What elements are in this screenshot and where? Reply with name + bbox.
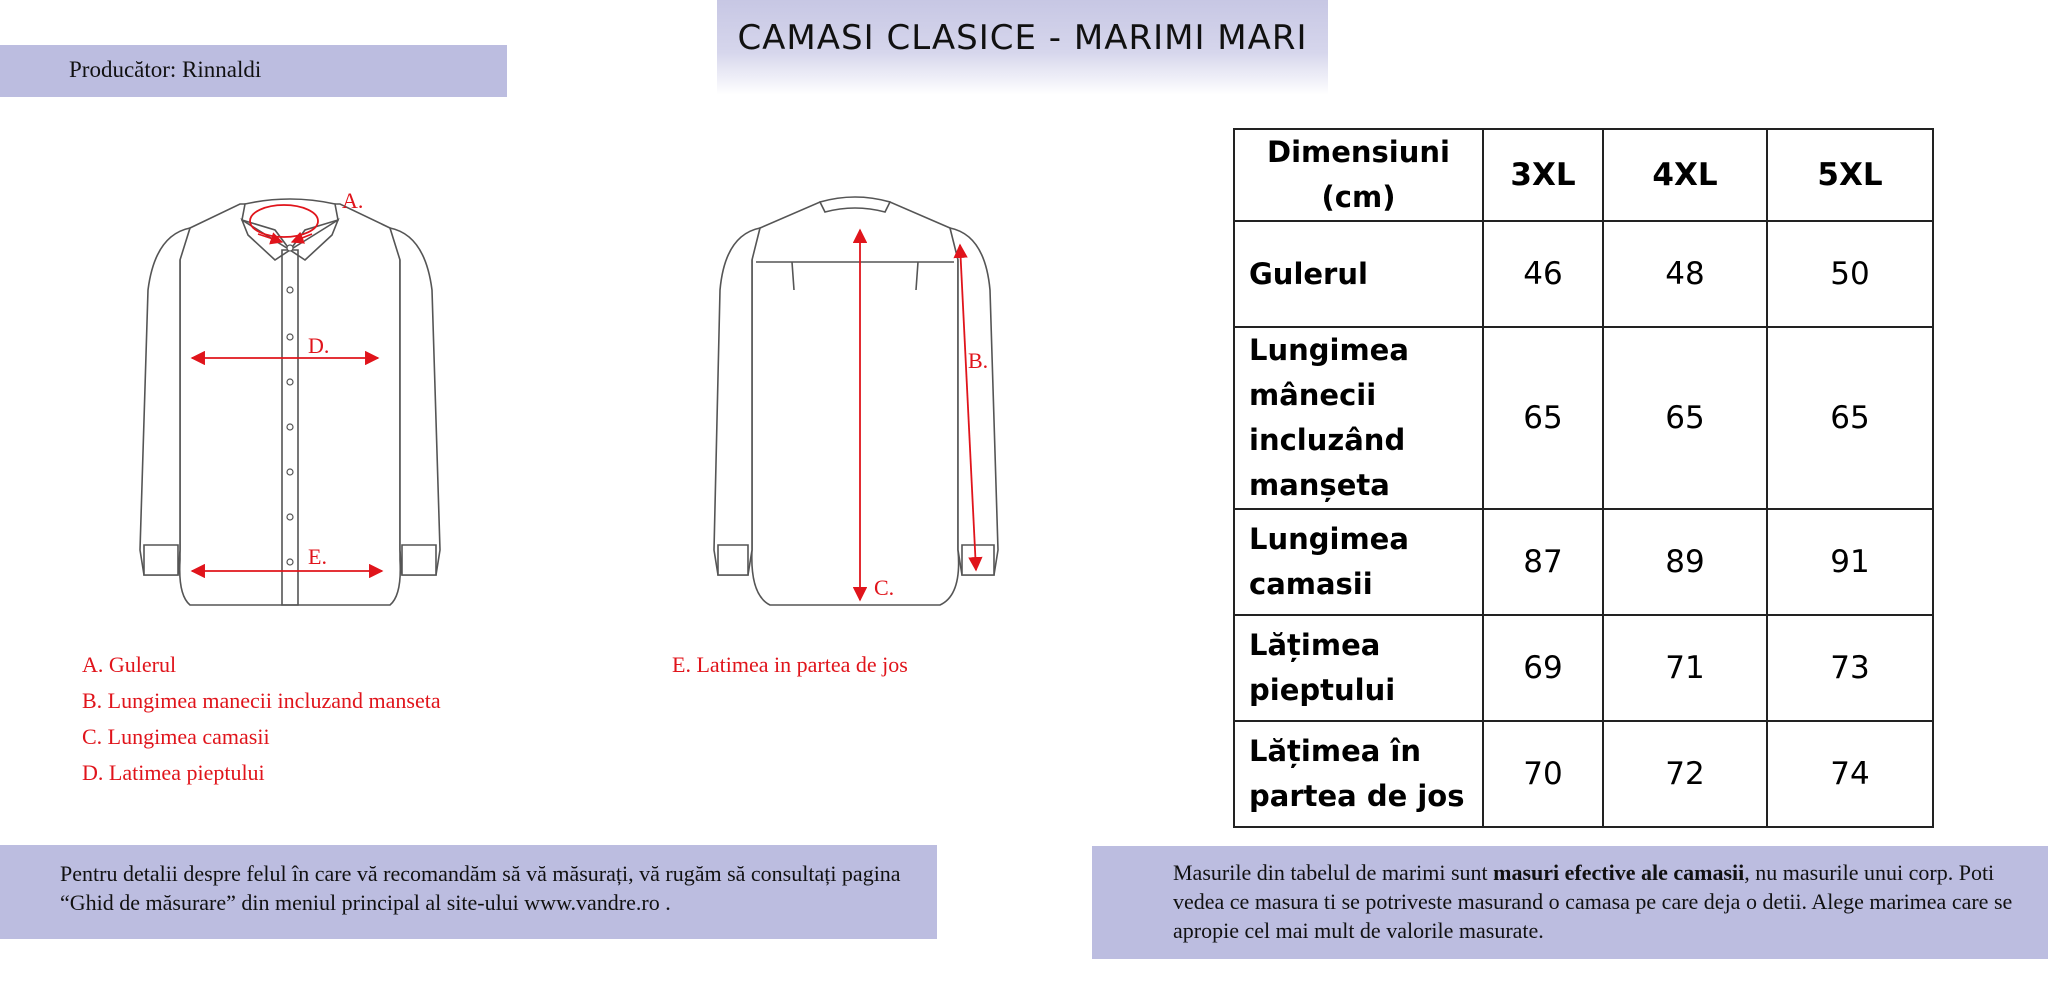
size-info-post: , nu masurile unui corp. Poti vedea ce masura ti se potriveste masurand o camasa pe care deja o detii. Alege marimea care se apropie cel mai mult de valorile masurate. bbox=[1173, 860, 2013, 943]
cell-value: 65 bbox=[1483, 327, 1603, 509]
size-info-text bbox=[1173, 858, 2033, 945]
legend-item: C. Lungimea camasii bbox=[82, 724, 270, 749]
shirt-back-diagram bbox=[700, 190, 1020, 620]
size-info-pre: Masurile din tabelul de marimi sunt bbox=[1173, 860, 1494, 885]
label-b: B. bbox=[968, 348, 989, 373]
cell-value: 69 bbox=[1483, 615, 1603, 721]
cell-value: 87 bbox=[1483, 509, 1603, 615]
producer-banner bbox=[0, 45, 507, 97]
cell-value: 73 bbox=[1767, 615, 1933, 721]
row-label: Lungimea mânecii incluzând manșeta bbox=[1234, 327, 1483, 509]
row-label: Gulerul bbox=[1234, 221, 1483, 327]
legend-item: B. Lungimea manecii incluzand manseta bbox=[82, 688, 441, 713]
page-title: CAMASI CLASICE - MARIMI MARI bbox=[737, 18, 1308, 58]
measuring-guide-note bbox=[0, 845, 937, 939]
size-table bbox=[1233, 128, 1934, 828]
cell-value: 72 bbox=[1603, 721, 1767, 827]
table-row bbox=[1234, 221, 1933, 327]
row-label: Lățimea pieptului bbox=[1234, 615, 1483, 721]
shirt-front-illustration bbox=[130, 190, 450, 620]
table-header-size: 3XL bbox=[1483, 129, 1603, 221]
table-header-label: Dimensiuni (cm) bbox=[1234, 129, 1483, 221]
legend-item: A. Gulerul bbox=[82, 652, 177, 677]
shirt-back-illustration bbox=[700, 190, 1020, 620]
label-c: C. bbox=[874, 575, 895, 600]
table-header-size: 5XL bbox=[1767, 129, 1933, 221]
cell-value: 46 bbox=[1483, 221, 1603, 327]
title-banner bbox=[717, 0, 1328, 95]
legend-item: D. Latimea pieptului bbox=[82, 760, 265, 785]
cell-value: 48 bbox=[1603, 221, 1767, 327]
legend-list-right bbox=[672, 647, 908, 683]
table-header-size: 4XL bbox=[1603, 129, 1767, 221]
table-row bbox=[1234, 327, 1933, 509]
legend-list-left bbox=[82, 647, 441, 791]
cell-value: 71 bbox=[1603, 615, 1767, 721]
cell-value: 91 bbox=[1767, 509, 1933, 615]
measuring-guide-text: Pentru detalii despre felul în care vă recomandăm să vă măsurați, vă rugăm să consultați pagina “Ghid de măsurare” din meniul principal al site-ului www.vandre.ro . bbox=[60, 861, 901, 915]
table-row bbox=[1234, 509, 1933, 615]
row-label: Lățimea în partea de jos bbox=[1234, 721, 1483, 827]
shirt-front-diagram bbox=[130, 190, 450, 620]
label-d: D. bbox=[308, 333, 330, 358]
cell-value: 50 bbox=[1767, 221, 1933, 327]
cell-value: 70 bbox=[1483, 721, 1603, 827]
table-row bbox=[1234, 721, 1933, 827]
cell-value: 89 bbox=[1603, 509, 1767, 615]
label-e: E. bbox=[308, 544, 327, 569]
row-label: Lungimea camasii bbox=[1234, 509, 1483, 615]
table-header-row bbox=[1234, 129, 1933, 221]
table-row bbox=[1234, 615, 1933, 721]
cell-value: 65 bbox=[1767, 327, 1933, 509]
legend-item: E. Latimea in partea de jos bbox=[672, 652, 908, 677]
size-info-bold: masuri efective ale camasii bbox=[1493, 860, 1745, 885]
cell-value: 74 bbox=[1767, 721, 1933, 827]
label-a: A. bbox=[342, 190, 364, 213]
cell-value: 65 bbox=[1603, 327, 1767, 509]
producer-label: Producător: Rinnaldi bbox=[69, 57, 262, 82]
size-info-note bbox=[1092, 846, 2048, 959]
